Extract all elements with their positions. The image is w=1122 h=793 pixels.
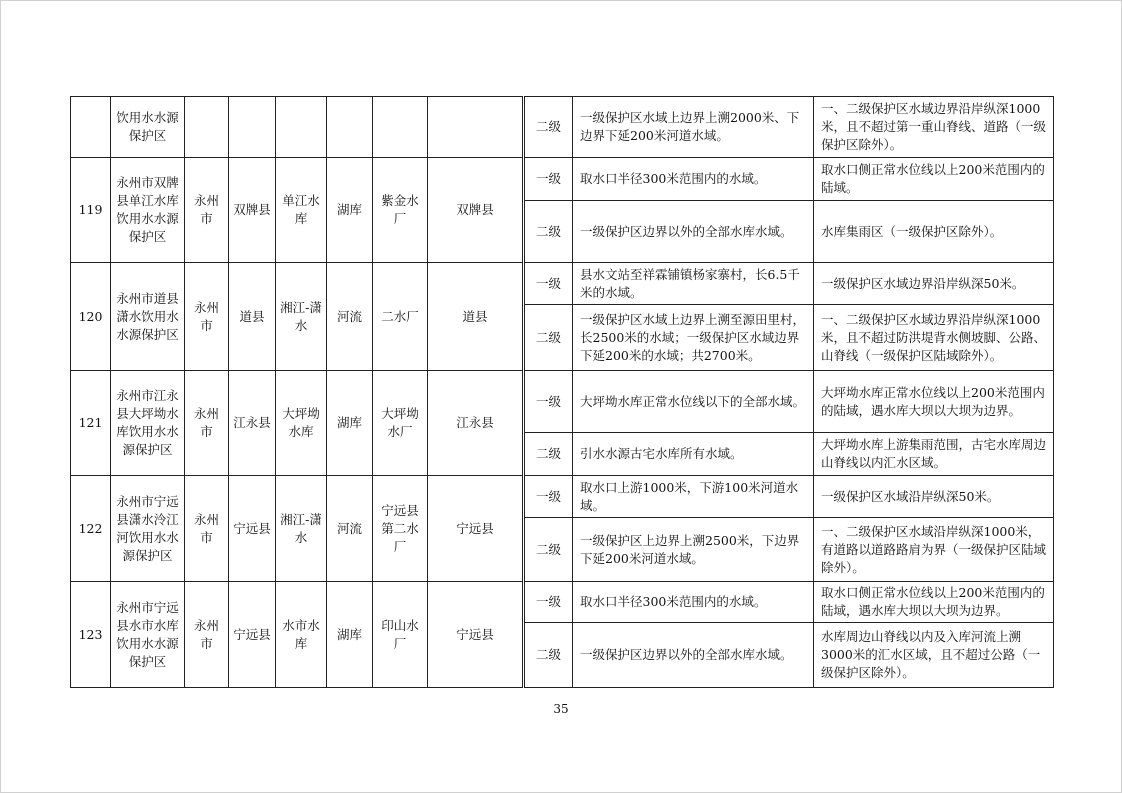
- cell-name: 饮用水水源保护区: [111, 97, 185, 158]
- cell-land-scope: 水库集雨区（一级保护区除外）。: [814, 201, 1054, 263]
- cell-city: [185, 97, 229, 158]
- cell-plant: 大坪坳水厂: [373, 371, 428, 476]
- cell-water-scope: 取水口上游1000米，下游100米河道水域。: [573, 476, 814, 518]
- cell-level: 二级: [525, 623, 573, 688]
- cell-water-scope: 引水水源古宅水库所有水域。: [573, 433, 814, 476]
- cell-city: 永州市: [185, 263, 229, 371]
- table-row: [71, 158, 1054, 201]
- cell-city: 永州市: [185, 476, 229, 582]
- cell-served: 宁远县: [428, 582, 523, 688]
- cell-type: [327, 97, 373, 158]
- cell-city: 永州市: [185, 582, 229, 688]
- cell-source: 大坪坳水库: [276, 371, 327, 476]
- table-row: [71, 582, 1054, 623]
- cell-source: 水市水库: [276, 582, 327, 688]
- cell-water-scope: 一级保护区上边界上溯2500米，下边界下延200米河道水域。: [573, 518, 814, 582]
- cell-plant: [373, 97, 428, 158]
- cell-water-scope: 一级保护区边界以外的全部水库水域。: [573, 623, 814, 688]
- table-row: [71, 371, 1054, 433]
- cell-no: 121: [71, 371, 111, 476]
- cell-land-scope: 取水口侧正常水位线以上200米范围内的陆域。: [814, 158, 1054, 201]
- cell-served: 双牌县: [428, 158, 523, 263]
- cell-land-scope: 水库周边山脊线以内及入库河流上溯3000米的汇水区域，且不超过公路（一级保护区除外）。: [814, 623, 1054, 688]
- cell-level: 一级: [525, 158, 573, 201]
- cell-water-scope: 县水文站至祥霖铺镇杨家寨村，长6.5千米的水域。: [573, 263, 814, 305]
- cell-type: 湖库: [327, 582, 373, 688]
- cell-level: 一级: [525, 371, 573, 433]
- cell-served: [428, 97, 523, 158]
- table-row: [71, 97, 1054, 158]
- cell-level: 二级: [525, 518, 573, 582]
- cell-name: 永州市双牌县单江水库饮用水水源保护区: [111, 158, 185, 263]
- cell-type: 河流: [327, 263, 373, 371]
- table-row: [71, 476, 1054, 518]
- cell-source: 单江水库: [276, 158, 327, 263]
- cell-level: 二级: [525, 433, 573, 476]
- cell-level: 二级: [525, 201, 573, 263]
- cell-county: 双牌县: [229, 158, 276, 263]
- cell-type: 湖库: [327, 158, 373, 263]
- cell-source: [276, 97, 327, 158]
- cell-land-scope: 一、二级保护区水域沿岸纵深1000米，有道路以道路路肩为界（一级保护区陆域除外）。: [814, 518, 1054, 582]
- cell-no: 122: [71, 476, 111, 582]
- cell-county: 道县: [229, 263, 276, 371]
- cell-land-scope: 取水口侧正常水位线以上200米范围内的陆域，遇水库大坝以大坝为边界。: [814, 582, 1054, 623]
- cell-plant: 紫金水厂: [373, 158, 428, 263]
- cell-no: 119: [71, 158, 111, 263]
- cell-served: 道县: [428, 263, 523, 371]
- cell-plant: 二水厂: [373, 263, 428, 371]
- cell-no: 120: [71, 263, 111, 371]
- cell-water-scope: 一级保护区水域上边界上溯2000米、下边界下延200米河道水域。: [573, 97, 814, 158]
- cell-water-scope: 一级保护区边界以外的全部水库水域。: [573, 201, 814, 263]
- page-number: 35: [553, 702, 569, 716]
- cell-plant: 印山水厂: [373, 582, 428, 688]
- cell-county: 宁远县: [229, 582, 276, 688]
- cell-land-scope: 大坪坳水库上游集雨范围，古宅水库周边山脊线以内汇水区域。: [814, 433, 1054, 476]
- cell-level: 二级: [525, 97, 573, 158]
- cell-level: 一级: [525, 476, 573, 518]
- cell-served: 江永县: [428, 371, 523, 476]
- cell-level: 二级: [525, 305, 573, 371]
- cell-type: 湖库: [327, 371, 373, 476]
- cell-name: 永州市江永县大坪坳水库饮用水水源保护区: [111, 371, 185, 476]
- cell-county: [229, 97, 276, 158]
- cell-city: 永州市: [185, 371, 229, 476]
- cell-no: [71, 97, 111, 158]
- cell-name: 永州市道县潇水饮用水水源保护区: [111, 263, 185, 371]
- cell-name: 永州市宁远县水市水库饮用水水源保护区: [111, 582, 185, 688]
- cell-county: 江永县: [229, 371, 276, 476]
- cell-level: 一级: [525, 263, 573, 305]
- cell-source: 湘江-潇水: [276, 476, 327, 582]
- cell-land-scope: 一级保护区水域沿岸纵深50米。: [814, 476, 1054, 518]
- cell-land-scope: 一级保护区水域边界沿岸纵深50米。: [814, 263, 1054, 305]
- cell-land-scope: 一、二级保护区水域边界沿岸纵深1000米，且不超过防洪堤背水侧坡脚、公路、山脊线（一级保护区陆域除外）。: [814, 305, 1054, 371]
- cell-land-scope: 一、二级保护区水域边界沿岸纵深1000米，且不超过第一重山脊线、道路（一级保护区除外）。: [814, 97, 1054, 158]
- cell-water-scope: 大坪坳水库正常水位线以下的全部水域。: [573, 371, 814, 433]
- water-source-protection-table: [70, 96, 1054, 688]
- cell-level: 一级: [525, 582, 573, 623]
- cell-name: 永州市宁远县潇水泠江河饮用水水源保护区: [111, 476, 185, 582]
- cell-plant: 宁远县第二水厂: [373, 476, 428, 582]
- cell-source: 湘江-潇水: [276, 263, 327, 371]
- cell-water-scope: 一级保护区水域上边界上溯至源田里村，长2500米的水域；一级保护区水域边界下延200米的水域；共2700米。: [573, 305, 814, 371]
- cell-water-scope: 取水口半径300米范围内的水域。: [573, 158, 814, 201]
- cell-city: 永州市: [185, 158, 229, 263]
- cell-type: 河流: [327, 476, 373, 582]
- cell-county: 宁远县: [229, 476, 276, 582]
- cell-served: 宁远县: [428, 476, 523, 582]
- cell-water-scope: 取水口半径300米范围内的水域。: [573, 582, 814, 623]
- table-row: [71, 263, 1054, 305]
- cell-no: 123: [71, 582, 111, 688]
- cell-land-scope: 大坪坳水库正常水位线以上200米范围内的陆域，遇水库大坝以大坝为边界。: [814, 371, 1054, 433]
